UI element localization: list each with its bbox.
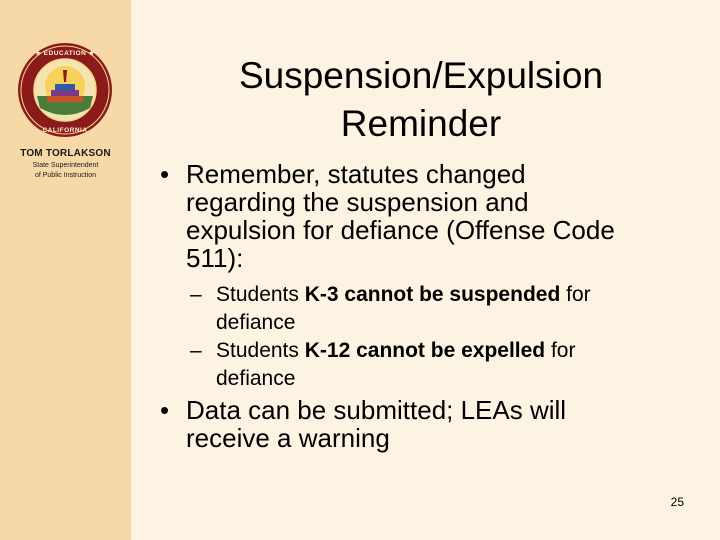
slide-title-line2: Reminder [340, 103, 502, 144]
page-number: 25 [670, 495, 684, 509]
bullet-line: expulsion for defiance (Offense Code [186, 215, 615, 245]
sub-bullet-post: for [560, 283, 591, 306]
svg-text:★ EDUCATION ★: ★ EDUCATION ★ [35, 50, 95, 57]
sub-bullet-post: for [545, 339, 576, 362]
left-sidebar [0, 0, 131, 540]
bullet-dot: • [160, 395, 170, 425]
sub-bullet-dash: – [190, 339, 202, 362]
superintendent-title-line2: of Public Instruction [34, 172, 97, 179]
sub-bullet-line: defiance [216, 311, 296, 334]
sub-bullet-k3-text [216, 281, 696, 337]
sub-bullet-pre: Students [216, 283, 305, 306]
bullet-line: 511): [186, 243, 244, 273]
sub-bullet-line: defiance [216, 367, 296, 390]
slide-title-line1: Suspension/Expulsion [238, 55, 604, 96]
sub-bullet-dash: – [190, 283, 202, 306]
department-of-education-seal-icon [17, 42, 113, 138]
svg-text:CALIFORNIA: CALIFORNIA [42, 127, 88, 134]
bullet-line: Data can be submitted; LEAs will [186, 395, 567, 425]
sub-bullet-line [216, 281, 696, 309]
bullet-data-submission-text [186, 396, 696, 452]
superintendent-name: TOM TORLAKSON [20, 148, 111, 159]
sub-bullet-k12-text [216, 337, 696, 393]
sub-bullet-emphasis: K-3 cannot be suspended [304, 283, 561, 306]
bullet-dot: • [160, 159, 170, 189]
sub-bullet-line [216, 337, 696, 365]
bullet-line: receive a warning [186, 423, 390, 453]
sub-bullet-emphasis: K-12 cannot be expelled [304, 339, 546, 362]
bullet-line: Remember, statutes changed [186, 159, 526, 189]
bullet-line: regarding the suspension and [186, 187, 529, 217]
superintendent-title-line1: State Superintendent [32, 162, 99, 169]
bullet-statutes-text [186, 160, 696, 272]
slide-title [146, 52, 696, 148]
sub-bullet-pre: Students [216, 339, 305, 362]
